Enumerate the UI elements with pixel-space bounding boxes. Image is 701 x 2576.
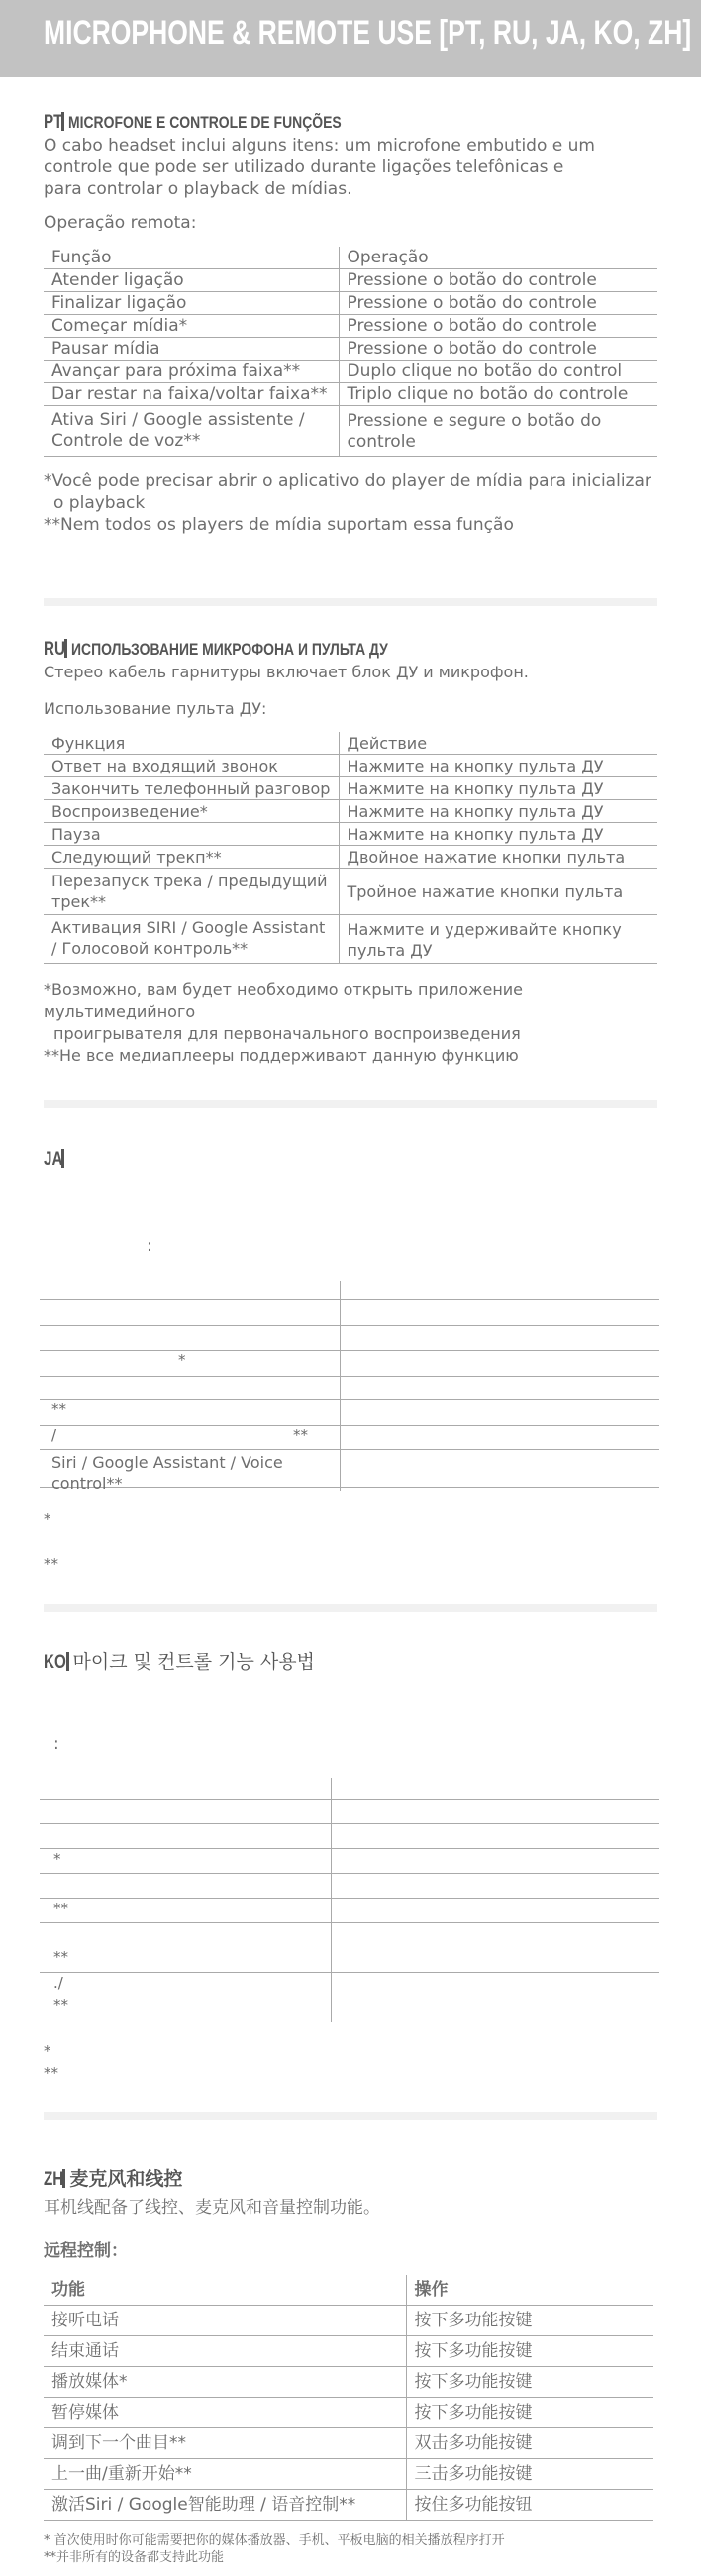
- function-cell: Dar restar na faixa/voltar faixa**: [44, 383, 339, 406]
- footnote: проигрывателя для первоначального воспроизведения: [53, 1024, 521, 1043]
- function-cell: Finalizar ligação: [44, 292, 339, 315]
- function-cell: 接听电话: [44, 2306, 406, 2336]
- operation-cell: Pressione e segure o botão do controle: [339, 406, 657, 457]
- row-rule: [40, 1898, 659, 1899]
- function-cell: Следующий трекп**: [44, 846, 339, 869]
- section-title: [44, 2164, 657, 2191]
- footnotes: [44, 470, 657, 536]
- function-cell: **: [293, 1426, 308, 1444]
- language-code: ZH: [44, 2169, 64, 2190]
- table-row: [44, 846, 657, 869]
- title-separator: [66, 1652, 69, 1671]
- footnotes: [44, 2532, 657, 2566]
- table-row: [44, 2367, 653, 2398]
- operation-cell: 三击多功能按键: [406, 2459, 653, 2490]
- operation-cell: Нажмите на кнопку пульта ДУ: [339, 823, 657, 846]
- operation-cell: Triplo clique no botão do controle: [339, 383, 657, 406]
- section-heading: ИСПОЛЬЗОВАНИЕ МИКРОФОНА И ПУЛЬТА ДУ: [71, 640, 389, 659]
- function-cell: Ответ на входящий звонок: [44, 755, 339, 777]
- function-cell: Закончить телефонный разговор: [44, 777, 339, 800]
- table-row: [44, 755, 657, 777]
- row-rule: [40, 1376, 659, 1377]
- intro-line: O cabo headset inclui alguns itens: um microfone embutido e um: [44, 136, 595, 155]
- function-cell: ./: [53, 1974, 63, 1992]
- footnote: *Возможно, вам будет необходимо открыть приложение мультимедийного: [44, 980, 524, 1021]
- language-code: RU: [44, 639, 65, 660]
- operation-cell: 按下多功能按键: [406, 2306, 653, 2336]
- function-cell: /: [51, 1426, 57, 1444]
- section-title: [44, 1149, 657, 1171]
- table-row: [44, 383, 657, 406]
- footnote: **: [44, 1555, 58, 1573]
- function-cell: Перезапуск трека / предыдущий трек**: [44, 869, 339, 915]
- function-cell: Воспроизведение*: [44, 800, 339, 823]
- table-row: [44, 269, 657, 292]
- operation-cell: Pressione o botão do controle: [339, 338, 657, 361]
- function-cell: Pausar mídia: [44, 338, 339, 361]
- row-rule: [40, 1350, 659, 1351]
- column-divider: [331, 1778, 332, 2022]
- operations-table: [44, 2275, 653, 2521]
- operation-cell: 按住多功能按钮: [406, 2490, 653, 2521]
- function-cell: [51, 1452, 283, 1494]
- footnotes: [44, 979, 657, 1067]
- table-row: [44, 406, 657, 457]
- footnote: *: [44, 1510, 51, 1528]
- operations-table: [40, 1281, 659, 1491]
- function-cell: 播放媒体*: [44, 2367, 406, 2398]
- section-divider: [44, 1604, 657, 1612]
- section-title: [44, 112, 657, 134]
- row-rule: [40, 1325, 659, 1326]
- operation-cell: 双击多功能按键: [406, 2428, 653, 2459]
- function-cell: Avançar para próxima faixa**: [44, 361, 339, 383]
- table-row: [44, 800, 657, 823]
- section-title: [44, 639, 657, 661]
- col-operation-header: Operação: [347, 248, 429, 267]
- operation-cell: Нажмите на кнопку пульта ДУ: [339, 777, 657, 800]
- language-code: PT: [44, 112, 63, 133]
- table-row: [44, 315, 657, 338]
- table-row: [44, 2428, 653, 2459]
- row-rule: [40, 1299, 659, 1300]
- table-row: [44, 869, 657, 915]
- function-cell: *: [53, 1850, 61, 1868]
- intro-text: Стерео кабель гарнитуры включает блок ДУ и микрофон.: [44, 663, 529, 681]
- function-cell: Atender ligação: [44, 269, 339, 292]
- operation-cell: 按下多功能按键: [406, 2367, 653, 2398]
- row-rule: [40, 1848, 659, 1849]
- footnote: **Не все медиаплееры поддерживают данную функцию: [44, 1046, 519, 1065]
- operation-cell: Нажмите на кнопку пульта ДУ: [339, 755, 657, 777]
- function-cell: Ativa Siri / Google assistente / Controle de voz**: [44, 406, 339, 457]
- language-code: JA: [44, 1149, 63, 1170]
- col-function-header: Função: [44, 247, 339, 269]
- operations-table: [44, 247, 657, 457]
- col-function-header: Функция: [44, 732, 339, 755]
- row-rule: [40, 1873, 659, 1874]
- function-cell: **: [53, 1900, 68, 1917]
- column-divider: [340, 1281, 341, 1491]
- operation-cell: Тройное нажатие кнопки пульта: [339, 869, 657, 915]
- table-row: [44, 823, 657, 846]
- footnote: **并非所有的设备都支持此功能: [44, 2550, 225, 2565]
- operations-table: [44, 732, 657, 964]
- col-operation-header: Действие: [347, 734, 428, 753]
- row-rule: [40, 1425, 659, 1426]
- intro-line: para controlar o playback de mídias.: [44, 179, 352, 199]
- intro-line: controle que pode ser utilizado durante ligações telefônicas e: [44, 157, 564, 177]
- intro-text: 耳机线配备了线控、麦克风和音量控制功能。: [44, 2198, 380, 2217]
- section-divider: [44, 598, 657, 606]
- row-rule: [40, 1799, 659, 1800]
- section-ja: [44, 1149, 657, 1171]
- table-header-row: [44, 247, 657, 269]
- row-rule: [40, 1449, 659, 1450]
- remote-label: Operação remota:: [44, 213, 197, 233]
- table-row: [44, 2398, 653, 2428]
- operation-cell: 按下多功能按键: [406, 2398, 653, 2428]
- operation-cell: Нажмите на кнопку пульта ДУ: [339, 800, 657, 823]
- function-cell: **: [51, 1400, 66, 1418]
- section-title: [44, 1647, 657, 1674]
- section-divider: [44, 2112, 657, 2120]
- footnote: *Você pode precisar abrir o aplicativo do player de mídia para inicializar: [44, 471, 651, 491]
- operation-cell: Pressione o botão do controle: [339, 292, 657, 315]
- table-header-row: [44, 2275, 653, 2306]
- function-cell: 上一曲/重新开始**: [44, 2459, 406, 2490]
- section-divider: [44, 1100, 657, 1108]
- section-ko: [44, 1647, 657, 1674]
- col-function-header: 功能: [44, 2275, 406, 2306]
- footnote: **Nem todos os players de mídia suportam essa função: [44, 515, 514, 535]
- row-rule: [40, 1972, 659, 1973]
- page-title: MICROPHONE & REMOTE USE [PT, RU, JA, KO, ZH]: [44, 14, 692, 52]
- operations-table: [40, 1778, 659, 2022]
- remote-label: :: [53, 1734, 59, 1754]
- footnote: **: [44, 2064, 58, 2082]
- row-rule: [40, 1922, 659, 1923]
- footnote: *: [44, 2042, 51, 2060]
- table-row: [44, 2306, 653, 2336]
- operation-cell: Pressione o botão do controle: [339, 269, 657, 292]
- operation-cell: 按下多功能按键: [406, 2336, 653, 2367]
- footnote: o playback: [53, 493, 146, 513]
- remote-label: Использование пульта ДУ:: [44, 699, 267, 718]
- page-header: [0, 0, 701, 77]
- table-row: [44, 777, 657, 800]
- function-cell: 结束通话: [44, 2336, 406, 2367]
- remote-label: 远程控制：: [44, 2241, 128, 2261]
- table-row: [44, 361, 657, 383]
- operation-cell: Нажмите и удерживайте кнопку пульта ДУ: [339, 915, 657, 964]
- function-cell: **: [53, 1948, 68, 1966]
- operation-cell: Duplo clique no botão do control: [339, 361, 657, 383]
- language-code: KO: [44, 1652, 66, 1673]
- function-cell: 激活Siri / Google智能助理 / 语音控制**: [44, 2490, 406, 2521]
- table-header-row: [44, 732, 657, 755]
- function-cell: 调到下一个曲目**: [44, 2428, 406, 2459]
- section-heading: 麦克风和线控: [69, 2168, 183, 2190]
- table-row: [44, 915, 657, 964]
- table-row: [44, 2459, 653, 2490]
- row-rule: [40, 1823, 659, 1824]
- section-heading: 마이크 및 컨트롤 기능 사용법: [72, 1651, 315, 1673]
- table-row: [44, 2336, 653, 2367]
- function-cell: **: [53, 1996, 68, 2013]
- section-heading: MICROFONE E CONTROLE DE FUNÇÕES: [68, 113, 342, 132]
- function-cell: 暂停媒体: [44, 2398, 406, 2428]
- operation-cell: Pressione o botão do controle: [339, 315, 657, 338]
- section-zh: [44, 2164, 657, 2566]
- cell-line: Siri / Google Assistant / Voice: [51, 1453, 283, 1472]
- row-rule: [40, 1399, 659, 1400]
- function-cell: Активация SIRI / Google Assistant / Голосовой контроль**: [44, 915, 339, 964]
- section-pt: [44, 112, 657, 536]
- footnote: * 首次使用时你可能需要把你的媒体播放器、手机、平板电脑的相关播放程序打开: [44, 2533, 505, 2548]
- table-row: [44, 2490, 653, 2521]
- section-ru: [44, 639, 657, 1067]
- function-cell: Começar mídia*: [44, 315, 339, 338]
- col-operation-header: 操作: [406, 2275, 653, 2306]
- table-row: [44, 292, 657, 315]
- operation-cell: Двойное нажатие кнопки пульта: [339, 846, 657, 869]
- function-cell: Пауза: [44, 823, 339, 846]
- intro-text: [44, 135, 657, 200]
- remote-label: :: [147, 1236, 152, 1256]
- function-cell: *: [178, 1351, 186, 1369]
- table-row: [44, 338, 657, 361]
- cell-line: control**: [51, 1474, 123, 1493]
